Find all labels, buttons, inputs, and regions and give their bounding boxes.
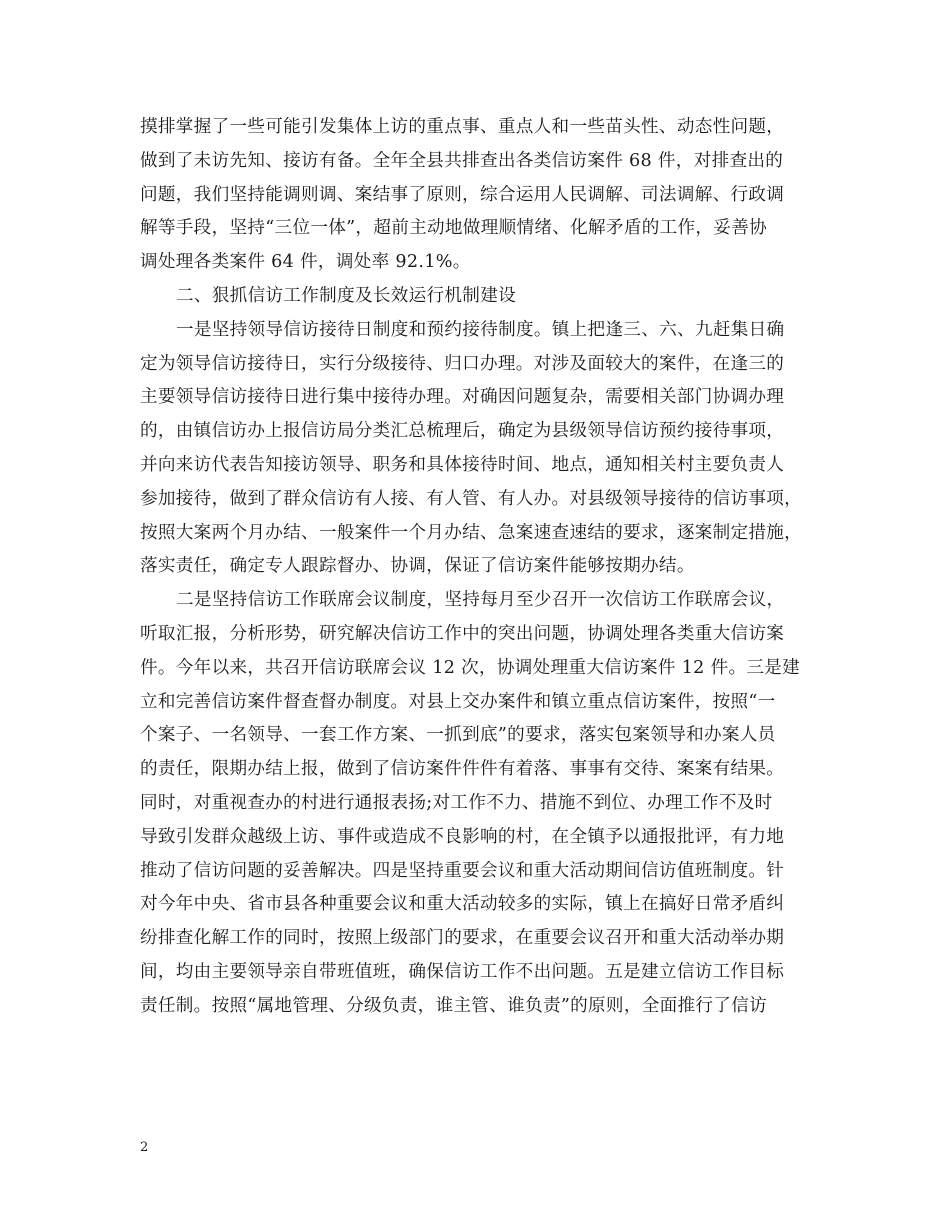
text-line: 一是坚持领导信访接待日制度和预约接待制度。镇上把逢三、六、九赶集日确 — [176, 319, 785, 340]
text-line: 并向来访代表告知接访领导、职务和具体接待时间、地点，通知相关村主要负责人 — [140, 454, 785, 475]
text-line: 听取汇报，分析形势，研究解决信访工作中的突出问题，协调处理各类重大信访案 — [140, 623, 785, 644]
text-line: 同时，对重视查办的村进行通报表扬;对工作不力、措施不到位、办理工作不及时 — [140, 792, 773, 813]
text-line: 定为领导信访接待日，实行分级接待、归口办理。对涉及面较大的案件，在逢三的 — [140, 353, 785, 374]
text-line: 导致引发群众越级上访、事件或造成不良影响的村，在全镇予以通报批评，有力地 — [140, 826, 785, 847]
text-line: 主要领导信访接待日进行集中接待办理。对确因问题复杂，需要相关部门协调办理 — [140, 387, 785, 408]
text-line: 落实责任，确定专人跟踪督办、协调，保证了信访案件能够按期办结。 — [140, 556, 695, 577]
text-line: 的，由镇信访办上报信访局分类汇总梳理后，确定为县级领导信访预约接待事项， — [140, 421, 785, 442]
text-line: 二是坚持信访工作联席会议制度，坚持每月至少召开一次信访工作联席会议， — [176, 590, 785, 611]
text-line: 对今年中央、省市县各种重要会议和重大活动较多的实际，镇上在搞好日常矛盾纠 — [140, 894, 785, 915]
text-line: 的责任，限期办结上报，做到了信访案件件件有着落、事事有交待、案案有结果。 — [140, 759, 785, 780]
page-number: 2 — [140, 1140, 149, 1155]
text-line: 调处理各类案件 64 件，调处率 92.1%。 — [140, 252, 471, 273]
text-line: 间，均由主要领导亲自带班值班，确保信访工作不出问题。五是建立信访工作目标 — [140, 961, 785, 982]
document-body — [140, 111, 830, 1024]
text-line: 责任制。按照“属地管理、分级负责，谁主管、谁负责”的原则，全面推行了信访 — [140, 995, 767, 1016]
text-line: 立和完善信访案件督查督办制度。对县上交办案件和镇立重点信访案件，按照“一 — [140, 691, 776, 712]
text-line: 件。今年以来，共召开信访联席会议 12 次，协调处理重大信访案件 12 件。三是建 — [140, 657, 801, 678]
text-line: 纷排查化解工作的同时，按照上级部门的要求，在重要会议召开和重大活动举办期 — [140, 928, 785, 949]
section-heading: 二、狠抓信访工作制度及长效运行机制建设 — [176, 285, 516, 306]
text-line: 按照大案两个月办结、一般案件一个月办结、急案速查速结的要求，逐案制定措施， — [140, 522, 803, 543]
text-line: 解等手段，坚持“三位一体”，超前主动地做理顺情绪、化解矛盾的工作，妥善协 — [140, 218, 767, 239]
text-line: 摸排掌握了一些可能引发集体上访的重点事、重点人和一些苗头性、动态性问题， — [140, 117, 785, 137]
text-line: 个案子、一名领导、一套工作方案、一抓到底”的要求，落实包案领导和办案人员 — [140, 725, 776, 746]
text-line: 参加接待，做到了群众信访有人接、有人管、有人办。对县级领导接待的信访事项， — [140, 488, 803, 509]
text-line: 推动了信访问题的妥善解决。四是坚持重要会议和重大活动期间信访值班制度。针 — [140, 860, 785, 881]
text-line: 问题，我们坚持能调则调、案结事了原则，综合运用人民调解、司法调解、行政调 — [140, 184, 785, 205]
text-line: 做到了未访先知、接访有备。全年全县共排查出各类信访案件 68 件，对排查出的 — [140, 150, 784, 171]
